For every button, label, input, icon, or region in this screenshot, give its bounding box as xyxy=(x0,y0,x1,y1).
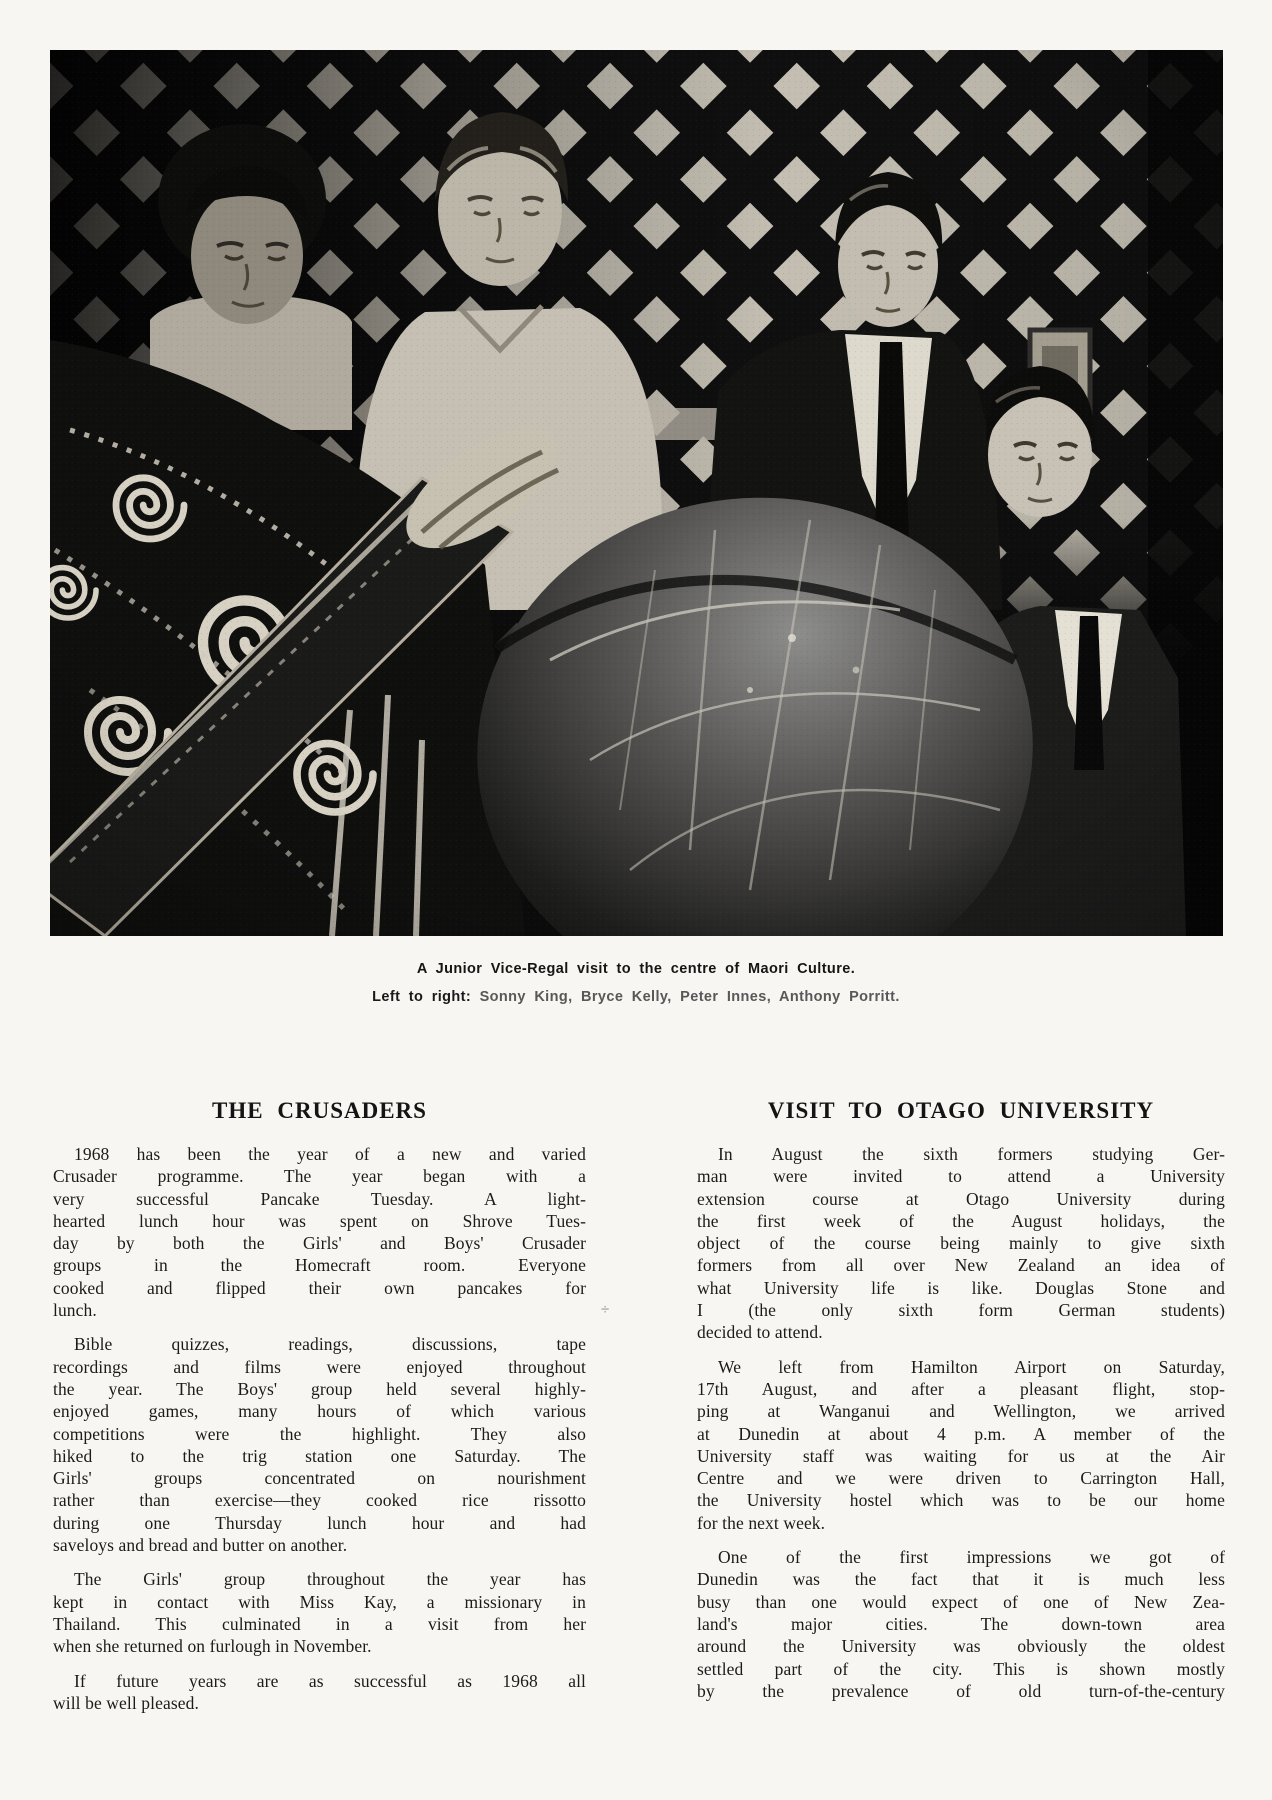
text-line: saveloys and bread and butter on another. xyxy=(53,1535,348,1556)
text-line: recordings and films were enjoyed throughout xyxy=(53,1356,586,1377)
paragraph xyxy=(53,1333,586,1556)
text-line: Thailand. This culminated in a visit from her xyxy=(53,1613,586,1634)
text-line: lunch. xyxy=(53,1300,97,1321)
text-line: In August the sixth formers studying Ger- xyxy=(718,1144,1225,1164)
text-line: busy than one would expect of one of New Zea- xyxy=(697,1591,1225,1612)
text-line: what University life is like. Douglas Stone and xyxy=(697,1277,1225,1298)
text-line: kept in contact with Miss Kay, a missionary in xyxy=(53,1591,586,1612)
text-line: very successful Pancake Tuesday. A light- xyxy=(53,1188,586,1209)
text-line: the first week of the August holidays, the xyxy=(697,1210,1225,1231)
group-photo-illustration xyxy=(50,50,1223,936)
text-line: 1968 has been the year of a new and varied xyxy=(74,1144,586,1164)
text-line: settled part of the city. This is shown mostly xyxy=(697,1658,1225,1679)
text-line: Bible quizzes, readings, discussions, tape xyxy=(74,1334,586,1355)
text-line: One of the first impressions we got of xyxy=(718,1547,1225,1568)
photo-credit-line xyxy=(0,989,1272,1005)
text-line: Crusader programme. The year began with a xyxy=(53,1166,586,1187)
text-line: during one Thursday lunch hour and had xyxy=(53,1512,586,1533)
text-line: day by both the Girls' and Boys' Crusader xyxy=(53,1233,586,1254)
text-line: The Girls' group throughout the year has xyxy=(74,1569,586,1590)
paragraph xyxy=(53,1568,586,1657)
photo-caption: A Junior Vice-Regal visit to the centre of Maori Culture. xyxy=(416,961,856,977)
text-line: the year. The Boys' group held several highly- xyxy=(53,1378,586,1399)
text-line: decided to attend. xyxy=(697,1322,823,1343)
photo-credit-names: Sonny King, Bryce Kelly, Peter Innes, Anthony Porritt. xyxy=(479,989,900,1005)
text-line: man were invited to attend a University xyxy=(697,1166,1225,1187)
scan-artifact: ÷ xyxy=(601,1301,610,1318)
text-line: 17th August, and after a pleasant flight, stop- xyxy=(697,1378,1225,1399)
text-line: at Dunedin at about 4 p.m. A member of the xyxy=(697,1423,1225,1444)
photo-vignette xyxy=(50,50,1223,936)
text-line: ping at Wanganui and Wellington, we arrived xyxy=(697,1401,1225,1422)
paragraph xyxy=(697,1356,1225,1534)
text-line: Dunedin was the fact that it is much less xyxy=(697,1569,1225,1590)
text-line: University staff was waiting for us at the Air xyxy=(697,1445,1225,1466)
article-heading-crusaders: THE CRUSADERS xyxy=(212,1098,427,1123)
text-line: for the next week. xyxy=(697,1512,826,1533)
text-line: If future years are as successful as 1968 all xyxy=(74,1670,586,1691)
text-line: around the University was obviously the oldest xyxy=(697,1636,1225,1657)
text-line: Girls' groups concentrated on nourishment xyxy=(53,1468,586,1489)
text-line: groups in the Homecraft room. Everyone xyxy=(53,1255,586,1276)
text-line: formers from all over New Zealand an idea of xyxy=(697,1255,1225,1276)
text-line: when she returned on furlough in November. xyxy=(53,1636,372,1657)
text-line: will be well pleased. xyxy=(53,1692,199,1713)
text-line: object of the course being mainly to give sixth xyxy=(697,1233,1225,1254)
text-line: cooked and flipped their own pancakes for xyxy=(53,1277,586,1298)
text-line: I (the only sixth form German students) xyxy=(697,1300,1225,1321)
paragraph xyxy=(697,1143,1225,1344)
article-body-crusaders xyxy=(53,1143,586,1714)
text-line: extension course at Otago University during xyxy=(697,1188,1225,1209)
text-line: Centre and we were driven to Carrington Hall, xyxy=(697,1468,1225,1489)
text-line: We left from Hamilton Airport on Saturday, xyxy=(718,1356,1225,1377)
text-line: by the prevalence of old turn-of-the-century xyxy=(697,1680,1225,1701)
article-heading-otago: VISIT TO OTAGO UNIVERSITY xyxy=(767,1098,1155,1123)
text-line: hearted lunch hour was spent on Shrove Tues- xyxy=(53,1210,586,1231)
text-line: enjoyed games, many hours of which various xyxy=(53,1401,586,1422)
article-the-crusaders xyxy=(53,1098,586,1726)
article-body-otago xyxy=(697,1143,1225,1702)
text-line: the University hostel which was to be our home xyxy=(697,1490,1225,1511)
paragraph xyxy=(53,1143,586,1321)
text-line: rather than exercise—they cooked rice rissotto xyxy=(53,1490,586,1511)
paragraph xyxy=(53,1670,586,1715)
text-line: competitions were the highlight. They also xyxy=(53,1423,586,1444)
article-otago-visit xyxy=(697,1098,1225,1714)
photo-caption-block xyxy=(0,961,1272,1005)
photo-credit-label: Left to right: xyxy=(372,989,472,1005)
paragraph xyxy=(697,1546,1225,1702)
text-line: land's major cities. The down-town area xyxy=(697,1613,1225,1634)
text-line: hiked to the trig station one Saturday. The xyxy=(53,1445,586,1466)
group-photo xyxy=(50,50,1223,936)
